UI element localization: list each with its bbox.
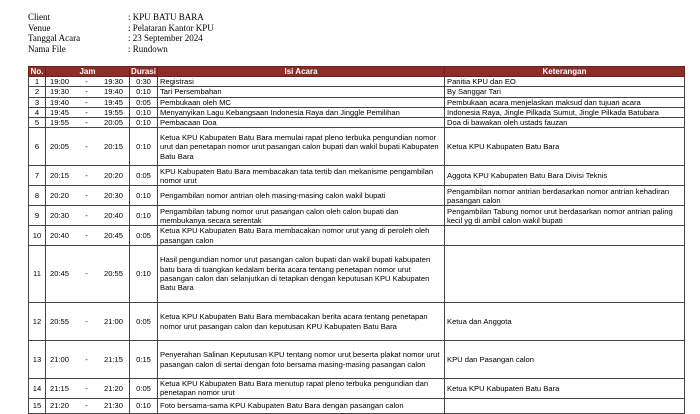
cell-jam (46, 206, 130, 226)
cell-jam (46, 226, 130, 246)
cell-jam (46, 87, 130, 97)
table-row (29, 226, 685, 246)
cell-jam (46, 166, 130, 186)
cell-acara: Pengambilan tabung nomor urut pasangan calon oleh calon bupati dan membukanya secara serentak (158, 206, 445, 226)
cell-keterangan: Pembukaan acara menjelaskan maksud dan tujuan acara (445, 97, 685, 107)
cell-durasi: 0:05 (130, 97, 158, 107)
cell-no: 6 (29, 128, 46, 166)
cell-durasi: 0:30 (130, 77, 158, 87)
meta-label: Nama File (28, 43, 66, 54)
cell-dash: - (85, 316, 88, 326)
cell-dash: - (85, 171, 88, 181)
cell-no: 15 (29, 398, 46, 413)
cell-durasi: 0:10 (130, 206, 158, 226)
cell-keterangan: KPU dan Pasangan calon (445, 341, 685, 379)
table-row (29, 186, 685, 206)
cell-end: 21:15 (103, 354, 123, 364)
cell-acara: Menyanyikan Lagu Kebangsaan Indonesia Raya dan Jinggle Pemilihan (158, 107, 445, 117)
cell-no: 7 (29, 166, 46, 186)
cell-acara: Pembacaan Doa (158, 118, 445, 128)
table-row (29, 303, 685, 341)
header-jam: Jam (46, 67, 130, 77)
cell-dash: - (85, 142, 88, 152)
cell-start: 20:55 (50, 316, 70, 326)
cell-dash: - (85, 231, 88, 241)
cell-no: 4 (29, 107, 46, 117)
header-no: No. (29, 67, 46, 77)
meta-row-venue (28, 23, 214, 34)
cell-start: 19:00 (50, 77, 70, 86)
cell-start: 19:55 (50, 118, 70, 128)
cell-dash: - (85, 211, 88, 221)
meta-value: : 23 September 2024 (128, 33, 203, 43)
cell-start: 21:20 (50, 401, 70, 411)
cell-start: 20:30 (50, 211, 70, 221)
cell-no: 8 (29, 186, 46, 206)
cell-acara: Hasil pengundian nomor urut pasangan calon bupati dan wakil bupati kabupaten batu bara di tuangkan kedalam berita acara tentang penetapan nomor urut pasangan calon dan selanjutkan di tetapkan dengan keputusan KPU Kabupaten Batu Bara (158, 246, 445, 303)
cell-end: 20:15 (103, 142, 123, 152)
cell-durasi: 0:10 (130, 118, 158, 128)
cell-start: 21:00 (50, 354, 70, 364)
cell-end: 20:40 (103, 211, 123, 221)
cell-dash: - (85, 401, 88, 411)
cell-jam (46, 246, 130, 303)
cell-acara: Ketua KPU Kabupaten Batu Bara membacakan berita acara tentang penetapan nomor urut pasangan calon dan keputusan KPU Kabupaten Batu Bara (158, 303, 445, 341)
cell-dash: - (85, 191, 88, 201)
cell-durasi: 0:10 (130, 398, 158, 413)
meta-value: : KPU BATU BARA (128, 12, 204, 22)
cell-keterangan: Ketua dan Anggota (445, 303, 685, 341)
cell-durasi: 0:05 (130, 303, 158, 341)
cell-end: 19:30 (103, 77, 123, 86)
cell-start: 19:40 (50, 97, 70, 107)
meta-value: : Rundown (128, 43, 168, 54)
cell-durasi: 0:10 (130, 107, 158, 117)
cell-durasi: 0:10 (130, 186, 158, 206)
table-header (29, 67, 685, 77)
cell-dash: - (85, 354, 88, 364)
rundown-table (28, 66, 685, 414)
cell-acara: KPU Kabupaten Batu Bara membacakan tata tertib dan mekanisme pengambilan nomor urut (158, 166, 445, 186)
table-row (29, 87, 685, 97)
cell-end: 20:45 (103, 231, 123, 241)
cell-dash: - (85, 97, 88, 107)
table-row (29, 246, 685, 303)
cell-keterangan: By Sanggar Tari (445, 87, 685, 97)
cell-no: 3 (29, 97, 46, 107)
cell-end: 19:45 (103, 97, 123, 107)
cell-end: 19:40 (103, 87, 123, 97)
cell-keterangan: Doa di bawakan oleh ustads fauzan (445, 118, 685, 128)
meta-value: : Pelataran Kantor KPU (128, 22, 214, 33)
cell-acara: Pengambilan nomor antrian oleh masing-masing calon wakil bupati (158, 186, 445, 206)
cell-no: 1 (29, 77, 46, 87)
table-row (29, 107, 685, 117)
table-row (29, 118, 685, 128)
cell-dash: - (85, 269, 88, 279)
cell-jam (46, 398, 130, 413)
header-keterangan: Keterangan (445, 67, 685, 77)
cell-end: 21:00 (103, 316, 123, 326)
meta-row-date (28, 33, 214, 44)
cell-dash: - (85, 107, 88, 117)
cell-keterangan (445, 246, 685, 303)
cell-acara: Ketua KPU Kabupaten Batu Bara membacakan nomor urut yang di peroleh oleh pasangan calon (158, 226, 445, 246)
table-row (29, 77, 685, 87)
cell-jam (46, 77, 130, 87)
event-meta (28, 12, 214, 54)
cell-no: 14 (29, 379, 46, 399)
cell-no: 10 (29, 226, 46, 246)
cell-jam (46, 186, 130, 206)
cell-acara: Foto bersama-sama KPU Kabupaten Batu Bara dengan pasangan calon (158, 398, 445, 413)
cell-end: 21:30 (103, 401, 123, 411)
meta-label: Venue (28, 22, 51, 33)
cell-durasi: 0:10 (130, 128, 158, 166)
cell-jam (46, 379, 130, 399)
cell-start: 20:20 (50, 191, 70, 201)
cell-acara: Pembukaan oleh MC (158, 97, 445, 107)
cell-durasi: 0:10 (130, 87, 158, 97)
table-row (29, 341, 685, 379)
cell-keterangan: Panitia KPU dan EO (445, 77, 685, 87)
cell-durasi: 0:05 (130, 166, 158, 186)
cell-start: 20:45 (50, 269, 70, 279)
cell-no: 12 (29, 303, 46, 341)
cell-no: 5 (29, 118, 46, 128)
cell-no: 13 (29, 341, 46, 379)
cell-acara: Ketua KPU Kabupaten Batu Bara menutup rapat pleno terbuka pengundian dan penetapan nomor urut (158, 379, 445, 399)
cell-keterangan (445, 226, 685, 246)
meta-row-file (28, 44, 214, 55)
cell-durasi: 0:05 (130, 226, 158, 246)
header-acara: Isi Acara (158, 67, 445, 77)
cell-durasi: 0:05 (130, 379, 158, 399)
meta-row-client (28, 12, 214, 23)
table-row (29, 398, 685, 413)
header-durasi: Durasi (131, 67, 156, 76)
cell-start: 21:15 (50, 383, 70, 393)
cell-keterangan: Ketua KPU Kabupaten Batu Bara (445, 128, 685, 166)
cell-keterangan: Pengambilan nomor antrian berdasarkan nomor antrian kehadiran pasangan calon (445, 186, 685, 206)
cell-dash: - (85, 383, 88, 393)
meta-label: Client (28, 12, 50, 22)
cell-end: 21:20 (103, 383, 123, 393)
cell-keterangan: Indonesia Raya, Jingle Pilkada Sumut, Jingle Pilkada Batubara (445, 107, 685, 117)
cell-dash: - (85, 77, 88, 86)
cell-dash: - (85, 118, 88, 128)
cell-acara: Registrasi (158, 77, 445, 87)
table-row (29, 166, 685, 186)
cell-durasi: 0:15 (130, 341, 158, 379)
cell-end: 19:55 (103, 107, 123, 117)
cell-no: 9 (29, 206, 46, 226)
cell-jam (46, 303, 130, 341)
table-row (29, 379, 685, 399)
table-row (29, 128, 685, 166)
cell-keterangan: Pengambilan Tabung nomor urut berdasarkan nomor antrian paling kecil yg di ambil calon wakil bupati (445, 206, 685, 226)
cell-jam (46, 97, 130, 107)
cell-no: 11 (29, 246, 46, 303)
cell-dash: - (85, 87, 88, 97)
cell-end: 20:20 (103, 171, 123, 181)
cell-no: 2 (29, 87, 46, 97)
cell-keterangan: Ketua KPU Kabupaten Batu Bara (445, 379, 685, 399)
cell-jam (46, 341, 130, 379)
cell-start: 20:05 (50, 142, 70, 152)
table-row (29, 206, 685, 226)
cell-keterangan: Aggota KPU Kabupaten Batu Bara Divisi Teknis (445, 166, 685, 186)
cell-durasi: 0:10 (130, 246, 158, 303)
meta-label: Tanggal Acara (28, 33, 81, 43)
cell-jam (46, 118, 130, 128)
cell-acara: Ketua KPU Kabupaten Batu Bara memulai rapat pleno terbuka pengundian nomor urut dan penetapan nomor urut pasangan calon bupati dan wakil bupati Kabupaten Batu Bara (158, 128, 445, 166)
cell-jam (46, 107, 130, 117)
cell-end: 20:30 (103, 191, 123, 201)
cell-keterangan (445, 398, 685, 413)
cell-jam (46, 128, 130, 166)
cell-acara: Penyerahan Salinan Keputusan KPU tentang nomor urut beserta plakat nomor urut pasangan calon di sertai dengan foto bersama masing-masing pasangan calon (158, 341, 445, 379)
cell-start: 19:45 (50, 107, 70, 117)
cell-end: 20:55 (103, 269, 123, 279)
cell-start: 19:30 (50, 87, 70, 97)
table-row (29, 97, 685, 107)
cell-end: 20:05 (103, 118, 123, 128)
cell-start: 20:40 (50, 231, 70, 241)
cell-start: 20:15 (50, 171, 70, 181)
cell-acara: Tari Persembahan (158, 87, 445, 97)
